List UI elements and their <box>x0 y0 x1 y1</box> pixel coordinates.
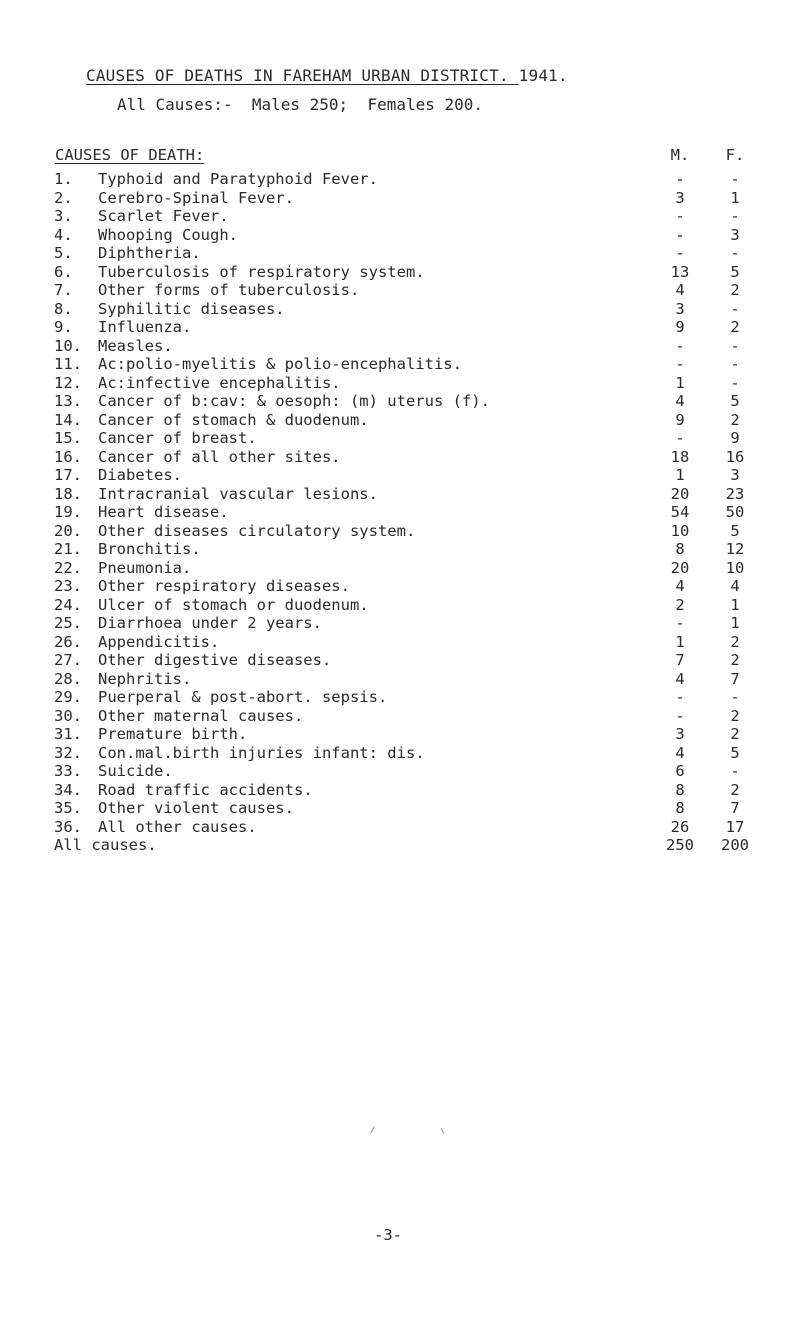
table-row <box>0 596 800 615</box>
table-row <box>0 263 800 282</box>
row-number: 29. <box>54 688 82 706</box>
males-count: 3 <box>675 299 685 318</box>
table-row <box>0 244 800 263</box>
males-count: 6 <box>675 762 685 780</box>
females-count: 1 <box>730 188 740 207</box>
row-number: 9. <box>54 318 73 336</box>
females-count: 23 <box>725 484 745 503</box>
cause-name: Suicide. <box>98 762 173 780</box>
table-row <box>0 540 800 559</box>
row-number: 18. <box>54 484 82 503</box>
page-number: -3- <box>374 1226 402 1244</box>
row-number: 28. <box>54 669 82 688</box>
females-count: - <box>730 688 740 706</box>
table-row <box>0 725 800 744</box>
females-count: - <box>730 244 740 262</box>
females-count: - <box>730 170 740 188</box>
cause-name: Other violent causes. <box>98 799 294 817</box>
table-row <box>0 189 800 208</box>
row-number: 2. <box>54 188 73 207</box>
cause-name: All other causes. <box>98 817 257 836</box>
males-count: 54 <box>670 503 690 521</box>
males-count: 20 <box>670 484 690 503</box>
cause-name: Intracranial vascular lesions. <box>98 484 378 503</box>
cause-name: Heart disease. <box>98 503 229 521</box>
cause-name: Cancer of breast. <box>98 429 257 447</box>
males-count: 4 <box>675 577 685 595</box>
row-number: 14. <box>54 410 82 429</box>
females-count: - <box>730 355 740 373</box>
table-row <box>0 762 800 781</box>
males-count: 10 <box>670 521 690 540</box>
table-row <box>0 374 800 393</box>
row-number: 22. <box>54 558 82 577</box>
row-number: 26. <box>54 632 82 651</box>
females-count: - <box>730 299 740 318</box>
females-count: - <box>730 336 740 355</box>
row-number: 7. <box>54 281 73 299</box>
table-row <box>0 281 800 300</box>
row-number: 4. <box>54 225 73 244</box>
table-heading: CAUSES OF DEATH: <box>55 146 205 164</box>
table-row <box>0 688 800 707</box>
females-count: - <box>730 373 740 392</box>
females-count: 2 <box>730 706 740 725</box>
females-count: 2 <box>730 281 740 299</box>
cause-name: Syphilitic diseases. <box>98 299 285 318</box>
females-count: 17 <box>725 817 745 836</box>
row-number: 17. <box>54 466 82 484</box>
cause-name: Road traffic accidents. <box>98 780 313 799</box>
females-count: 50 <box>725 503 745 521</box>
row-number: 24. <box>54 595 82 614</box>
females-count: - <box>730 207 740 225</box>
cause-name: Cancer of stomach & duodenum. <box>98 410 369 429</box>
females-count: 2 <box>730 651 740 669</box>
cause-name: Diabetes. <box>98 466 182 484</box>
row-number: 12. <box>54 373 82 392</box>
males-count: - <box>675 688 685 706</box>
cause-name: Ac:polio-myelitis & polio-encephalitis. <box>98 355 462 373</box>
row-number: 33. <box>54 762 82 780</box>
row-number: 35. <box>54 799 82 817</box>
males-count: 4 <box>675 669 685 688</box>
males-count: 9 <box>675 410 685 429</box>
table-row <box>0 207 800 226</box>
males-count: - <box>675 207 685 225</box>
table-row <box>0 170 800 189</box>
scan-mark <box>370 1126 375 1133</box>
row-number: 11. <box>54 355 82 373</box>
table-row <box>0 485 800 504</box>
row-number: 13. <box>54 392 82 410</box>
row-number: 34. <box>54 780 82 799</box>
table-row <box>0 226 800 245</box>
table-row <box>0 411 800 430</box>
cause-name: Influenza. <box>98 318 192 336</box>
cause-name: Pneumonia. <box>98 558 192 577</box>
summary-females: Females 200. <box>367 95 484 114</box>
females-count: 3 <box>730 466 740 484</box>
total-males: 250 <box>666 836 694 854</box>
row-number: 31. <box>54 725 82 743</box>
males-count: - <box>675 355 685 373</box>
males-count: 4 <box>675 281 685 299</box>
row-number: 16. <box>54 447 82 466</box>
table-row <box>0 614 800 633</box>
females-count: 5 <box>730 743 740 762</box>
table-row <box>0 522 800 541</box>
row-number: 21. <box>54 540 82 558</box>
cause-name: Cancer of all other sites. <box>98 447 341 466</box>
females-count: 3 <box>730 225 740 244</box>
males-count: - <box>675 614 685 632</box>
females-count: 2 <box>730 725 740 743</box>
table-row <box>0 799 800 818</box>
cause-name: Other respiratory diseases. <box>98 577 350 595</box>
row-number: 25. <box>54 614 82 632</box>
table-row <box>0 707 800 726</box>
table-row <box>0 318 800 337</box>
table-row <box>0 448 800 467</box>
cause-name: Scarlet Fever. <box>98 207 229 225</box>
females-count: 10 <box>725 558 745 577</box>
table-row <box>0 503 800 522</box>
cause-name: Cerebro-Spinal Fever. <box>98 188 294 207</box>
table-row <box>0 651 800 670</box>
males-count: 8 <box>675 540 685 558</box>
males-count: 1 <box>675 632 685 651</box>
table-row <box>0 744 800 763</box>
females-count: - <box>730 762 740 780</box>
row-number: 8. <box>54 299 73 318</box>
cause-name: Tuberculosis of respiratory system. <box>98 262 425 281</box>
summary-males: Males 250; <box>251 95 349 114</box>
females-count: 1 <box>730 595 740 614</box>
table-row <box>0 300 800 319</box>
page-title: CAUSES OF DEATHS IN FAREHAM URBAN DISTRICT. 1941. <box>86 66 568 85</box>
females-count: 5 <box>730 521 740 540</box>
females-count: 7 <box>730 799 740 817</box>
table-row <box>0 466 800 485</box>
cause-name: Whooping Cough. <box>98 225 238 244</box>
males-count: 3 <box>675 188 685 207</box>
females-count: 2 <box>730 632 740 651</box>
cause-name: Other forms of tuberculosis. <box>98 281 360 299</box>
females-count: 12 <box>725 540 745 558</box>
cause-name: Ulcer of stomach or duodenum. <box>98 595 369 614</box>
table-row <box>0 633 800 652</box>
row-number: 10. <box>54 336 82 355</box>
females-count: 4 <box>730 577 740 595</box>
column-header-males: M. <box>670 146 690 164</box>
table-row <box>0 429 800 448</box>
cause-name: Appendicitis. <box>98 632 220 651</box>
row-number: 20. <box>54 521 82 540</box>
males-count: - <box>675 170 685 188</box>
males-count: - <box>675 225 685 244</box>
table-row <box>0 818 800 837</box>
cause-name: Typhoid and Paratyphoid Fever. <box>98 170 378 188</box>
row-number: 3. <box>54 207 73 225</box>
total-females: 200 <box>721 836 749 854</box>
scan-mark <box>441 1128 445 1134</box>
cause-name: Nephritis. <box>98 669 192 688</box>
cause-name: Other diseases circulatory system. <box>98 521 416 540</box>
females-count: 9 <box>730 429 740 447</box>
males-count: 18 <box>670 447 690 466</box>
males-count: 1 <box>675 466 685 484</box>
table-row <box>0 355 800 374</box>
row-number: 5. <box>54 244 73 262</box>
males-count: - <box>675 429 685 447</box>
females-count: 5 <box>730 262 740 281</box>
females-count: 5 <box>730 392 740 410</box>
cause-name: Diphtheria. <box>98 244 201 262</box>
males-count: - <box>675 244 685 262</box>
row-number: 27. <box>54 651 82 669</box>
males-count: 2 <box>675 595 685 614</box>
males-count: 1 <box>675 373 685 392</box>
cause-name: Bronchitis. <box>98 540 201 558</box>
cause-name: Premature birth. <box>98 725 248 743</box>
females-count: 1 <box>730 614 740 632</box>
females-count: 2 <box>730 410 740 429</box>
males-count: 8 <box>675 799 685 817</box>
males-count: 20 <box>670 558 690 577</box>
cause-name: Puerperal & post-abort. sepsis. <box>98 688 388 706</box>
cause-name: Con.mal.birth injuries infant: dis. <box>98 743 425 762</box>
males-count: - <box>675 706 685 725</box>
row-number: 19. <box>54 503 82 521</box>
row-number: 15. <box>54 429 82 447</box>
table-row <box>0 337 800 356</box>
table-row <box>0 392 800 411</box>
males-count: 7 <box>675 651 685 669</box>
table-row <box>0 670 800 689</box>
cause-name: Diarrhoea under 2 years. <box>98 614 322 632</box>
cause-name: Cancer of b:cav: & oesoph: (m) uterus (f). <box>98 392 490 410</box>
row-number: 6. <box>54 262 73 281</box>
column-header-females: F. <box>725 146 745 164</box>
males-count: 26 <box>670 817 690 836</box>
row-number: 30. <box>54 706 82 725</box>
summary-all-causes: All Causes:- <box>117 95 233 114</box>
row-number: 23. <box>54 577 82 595</box>
males-count: 8 <box>675 780 685 799</box>
cause-name: Measles. <box>98 336 173 355</box>
cause-name: Other maternal causes. <box>98 706 304 725</box>
title-year: 1941. <box>518 66 568 85</box>
males-count: 9 <box>675 318 685 336</box>
causes-table <box>0 170 800 855</box>
table-row <box>0 781 800 800</box>
females-count: 2 <box>730 318 740 336</box>
row-number: 36. <box>54 817 82 836</box>
row-number: 1. <box>54 170 73 188</box>
males-count: 4 <box>675 743 685 762</box>
cause-name: Other digestive diseases. <box>98 651 332 669</box>
males-count: - <box>675 336 685 355</box>
females-count: 2 <box>730 780 740 799</box>
row-number: 32. <box>54 743 82 762</box>
summary-line <box>117 95 483 114</box>
females-count: 16 <box>725 447 745 466</box>
total-row <box>0 836 800 855</box>
females-count: 7 <box>730 669 740 688</box>
males-count: 3 <box>675 725 685 743</box>
table-row <box>0 577 800 596</box>
total-label: All causes. <box>54 836 157 854</box>
cause-name: Ac:infective encephalitis. <box>98 373 341 392</box>
males-count: 4 <box>675 392 685 410</box>
males-count: 13 <box>670 262 690 281</box>
table-row <box>0 559 800 578</box>
